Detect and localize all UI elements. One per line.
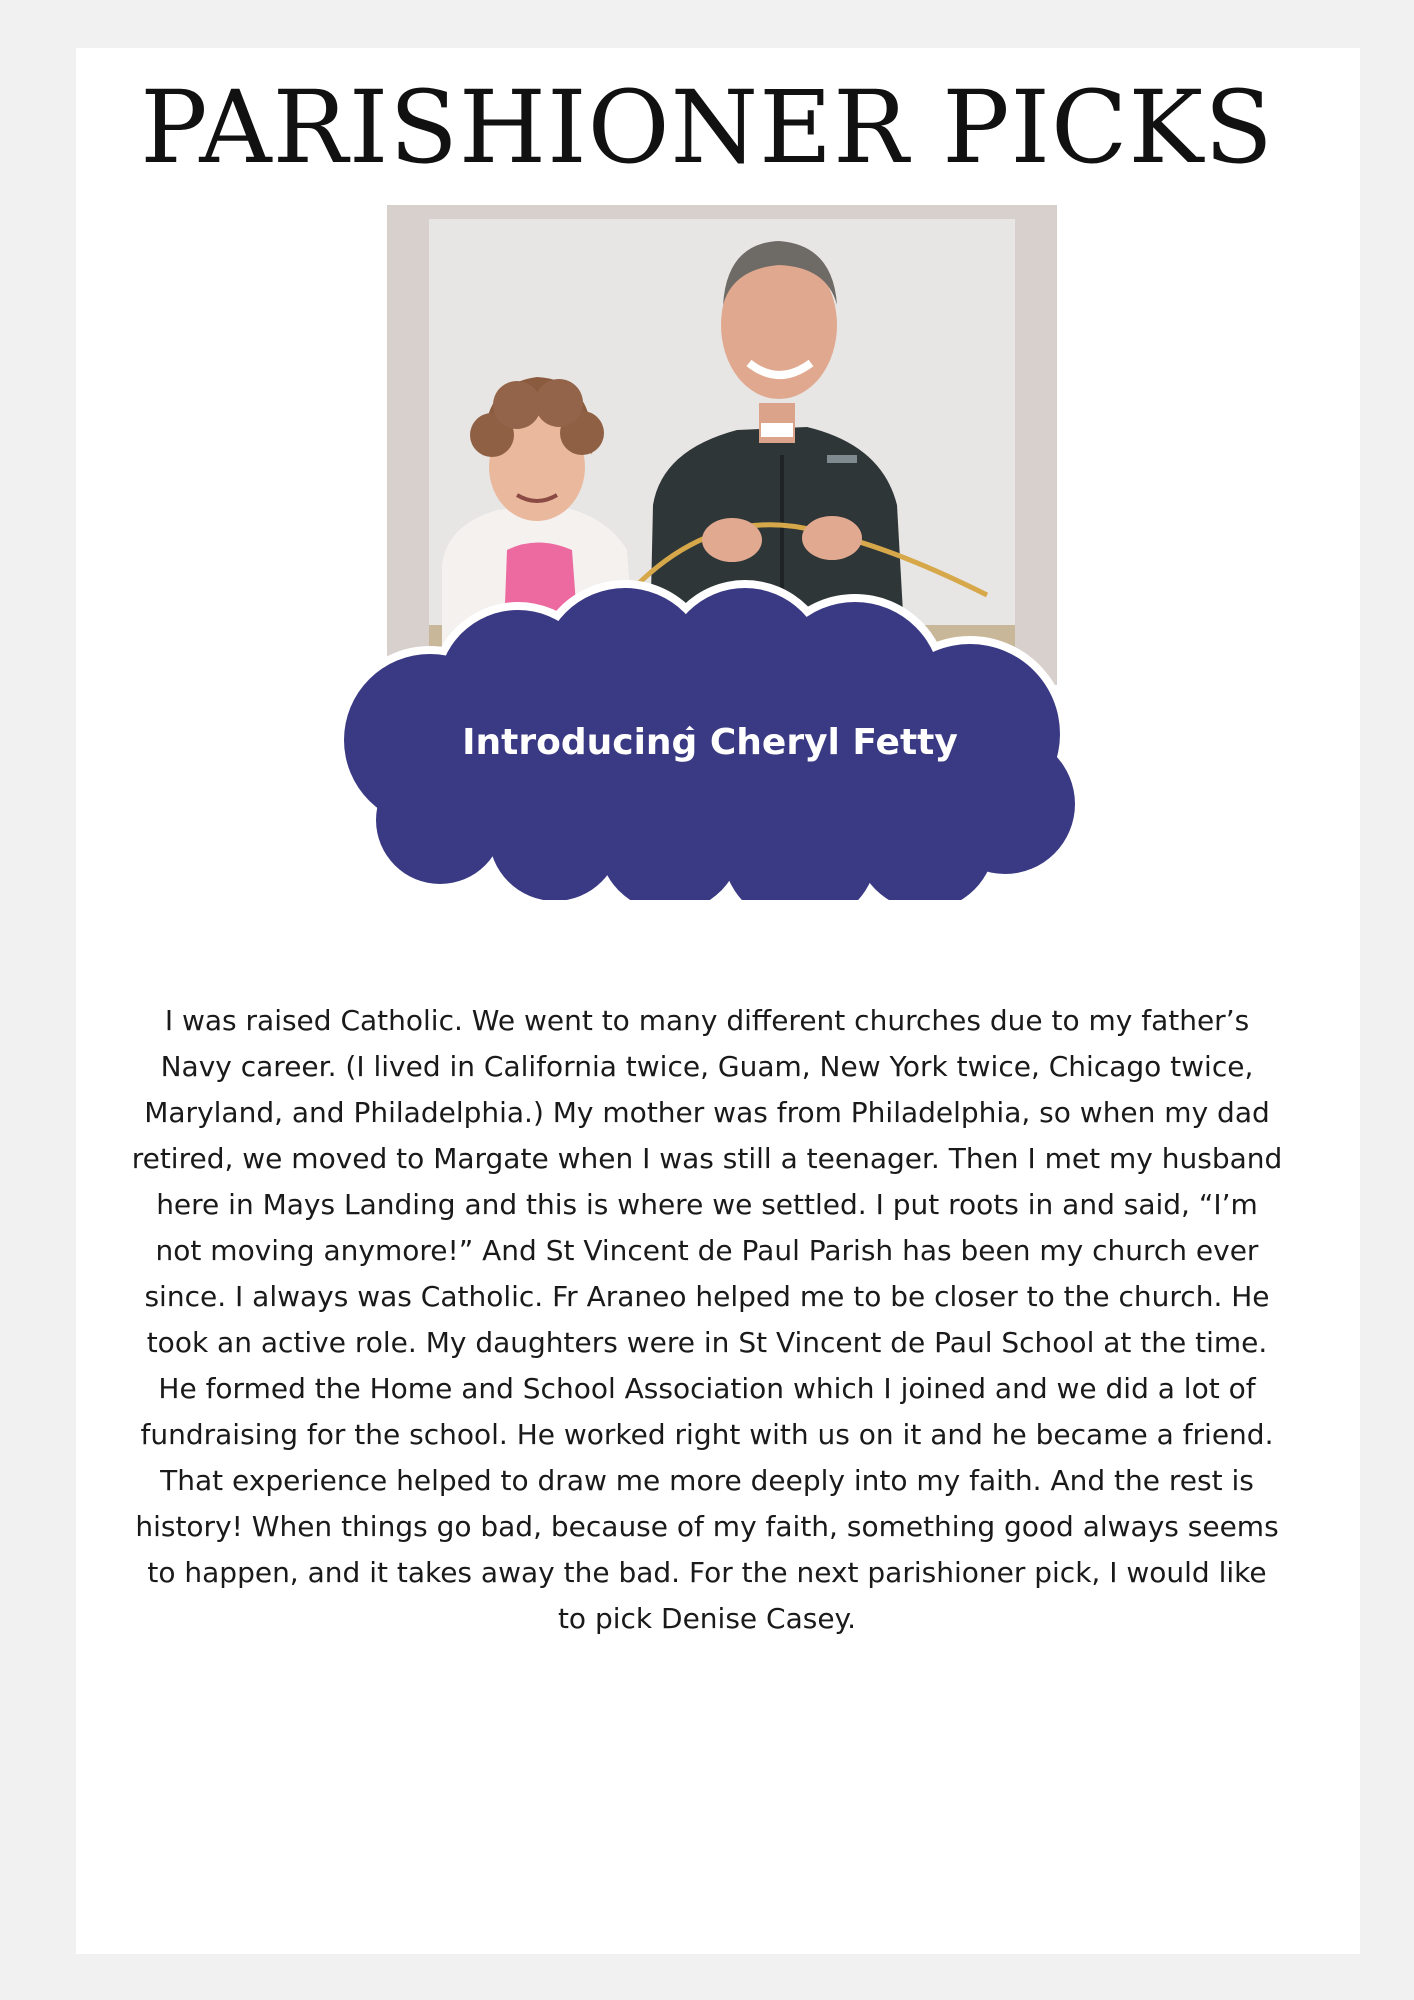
intro-badge xyxy=(320,580,1100,900)
intro-label: Introducing Cheryl Fetty xyxy=(462,722,958,763)
page-title: PARISHIONER PICKS xyxy=(140,69,1274,186)
story-text: I was raised Catholic. We went to many different churches due to my father’s Navy career. (I lived in California twice, Guam, New York twice, Chicago twice, Maryland, and Philadelphia.) My mother was from Philadelphia, so when my dad retired, we moved to Margate when I was still a teenager. Then I met my husband here in Mays Landing and this is where we settled. I put roots in and said, “I’m not moving anymore!” And St Vincent de Paul Parish has been my church ever since. I always was Catholic. Fr Araneo helped me to be closer to the church. He took an active role. My daughters were in St Vincent de Paul School at the time. He formed the Home and School Association which I joined and we did a lot of fundraising for the school. He worked right with us on it and he became a friend. That experience helped to draw me more deeply into my faith. And the rest is history! When things go bad, because of my faith, something good always seems to happen, and it takes away the bad. For the next parishioner pick, I would like to pick Denise Casey. xyxy=(131,1004,1283,1635)
